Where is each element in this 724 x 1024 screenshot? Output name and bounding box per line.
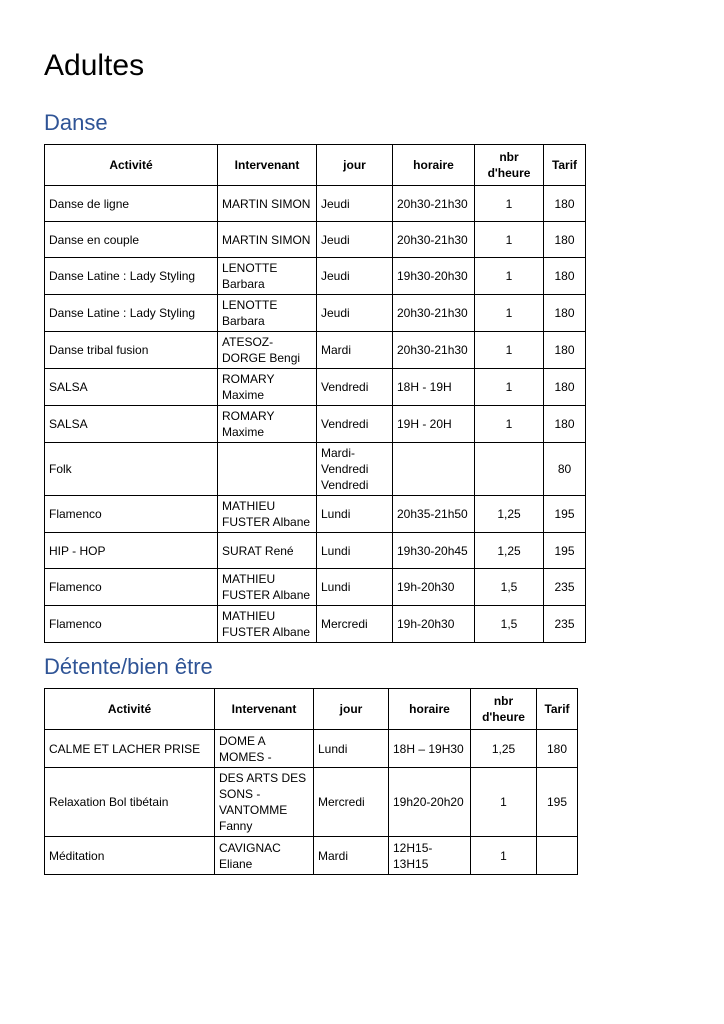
cell-horaire — [393, 443, 475, 496]
table-row — [45, 258, 586, 295]
column-header-activite: Activité — [45, 145, 218, 186]
cell-tarif: 180 — [544, 222, 586, 258]
cell-tarif: 80 — [544, 443, 586, 496]
cell-jour: Lundi — [317, 533, 393, 569]
cell-tarif: 180 — [544, 258, 586, 295]
column-header-jour: jour — [317, 145, 393, 186]
cell-nbr-heure: 1,25 — [471, 730, 537, 768]
cell-jour: Vendredi — [317, 369, 393, 406]
table-row — [45, 496, 586, 533]
cell-nbr-heure: 1 — [475, 332, 544, 369]
cell-intervenant: MARTIN SIMON — [218, 186, 317, 222]
column-header-intervenant: Intervenant — [218, 145, 317, 186]
cell-intervenant — [218, 443, 317, 496]
cell-horaire: 19h30-20h45 — [393, 533, 475, 569]
cell-tarif: 195 — [544, 533, 586, 569]
cell-nbr-heure: 1 — [475, 369, 544, 406]
cell-nbr-heure: 1,25 — [475, 533, 544, 569]
cell-activite: Danse Latine : Lady Styling — [45, 258, 218, 295]
section-title-danse: Danse — [44, 110, 108, 135]
cell-intervenant: CAVIGNAC Eliane — [215, 837, 314, 875]
cell-nbr-heure: 1 — [475, 222, 544, 258]
table-row — [45, 533, 586, 569]
cell-jour: Mardi — [317, 332, 393, 369]
cell-activite: Danse en couple — [45, 222, 218, 258]
cell-tarif: 180 — [544, 369, 586, 406]
table-row — [45, 222, 586, 258]
cell-horaire: 18H – 19H30 — [389, 730, 471, 768]
cell-horaire: 18H - 19H — [393, 369, 475, 406]
cell-activite: Méditation — [45, 837, 215, 875]
cell-intervenant: SURAT René — [218, 533, 317, 569]
cell-jour: Mercredi — [314, 768, 389, 837]
cell-jour: Jeudi — [317, 258, 393, 295]
cell-intervenant: ROMARY Maxime — [218, 369, 317, 406]
cell-nbr-heure — [475, 443, 544, 496]
cell-jour: Lundi — [317, 569, 393, 606]
cell-horaire: 19h-20h30 — [393, 569, 475, 606]
table-row — [45, 369, 586, 406]
table-row — [45, 606, 586, 643]
cell-horaire: 19h20-20h20 — [389, 768, 471, 837]
table-row — [45, 569, 586, 606]
table-row — [45, 406, 586, 443]
cell-jour: Vendredi — [317, 406, 393, 443]
cell-intervenant: LENOTTE Barbara — [218, 295, 317, 332]
column-header-intervenant: Intervenant — [215, 689, 314, 730]
column-header-activite: Activité — [45, 689, 215, 730]
cell-activite: Danse de ligne — [45, 186, 218, 222]
table-row — [45, 443, 586, 496]
cell-jour: Lundi — [317, 496, 393, 533]
cell-jour: Jeudi — [317, 186, 393, 222]
cell-horaire: 20h30-21h30 — [393, 186, 475, 222]
cell-jour: Jeudi — [317, 295, 393, 332]
cell-intervenant: MATHIEU FUSTER Albane — [218, 606, 317, 643]
cell-activite: Flamenco — [45, 606, 218, 643]
cell-activite: Flamenco — [45, 569, 218, 606]
cell-horaire: 19h30-20h30 — [393, 258, 475, 295]
cell-horaire: 12H15-13H15 — [389, 837, 471, 875]
danse-table — [44, 144, 586, 643]
cell-horaire: 20h35-21h50 — [393, 496, 475, 533]
cell-activite: SALSA — [45, 369, 218, 406]
cell-nbr-heure: 1,5 — [475, 606, 544, 643]
cell-activite: Flamenco — [45, 496, 218, 533]
cell-jour: Mardi — [314, 837, 389, 875]
table-row — [45, 332, 586, 369]
cell-nbr-heure: 1,25 — [475, 496, 544, 533]
cell-activite: SALSA — [45, 406, 218, 443]
table-header-row — [45, 689, 578, 730]
cell-intervenant: ATESOZ-DORGE Bengi — [218, 332, 317, 369]
table-row — [45, 186, 586, 222]
cell-tarif: 180 — [544, 332, 586, 369]
cell-tarif: 195 — [544, 496, 586, 533]
cell-jour: Jeudi — [317, 222, 393, 258]
cell-activite: Folk — [45, 443, 218, 496]
table-row — [45, 837, 578, 875]
cell-intervenant: MATHIEU FUSTER Albane — [218, 496, 317, 533]
cell-tarif: 180 — [544, 186, 586, 222]
column-header-horaire: horaire — [389, 689, 471, 730]
cell-nbr-heure: 1,5 — [475, 569, 544, 606]
cell-activite: HIP - HOP — [45, 533, 218, 569]
cell-tarif: 235 — [544, 606, 586, 643]
cell-activite: Danse tribal fusion — [45, 332, 218, 369]
cell-intervenant: DOME A MOMES - — [215, 730, 314, 768]
cell-nbr-heure: 1 — [475, 295, 544, 332]
cell-intervenant: MARTIN SIMON — [218, 222, 317, 258]
cell-nbr-heure: 1 — [471, 837, 537, 875]
table-header-row — [45, 145, 586, 186]
table-row — [45, 295, 586, 332]
cell-nbr-heure: 1 — [475, 406, 544, 443]
cell-tarif — [537, 837, 578, 875]
cell-horaire: 19H - 20H — [393, 406, 475, 443]
table-row — [45, 768, 578, 837]
cell-tarif: 180 — [544, 295, 586, 332]
cell-tarif: 235 — [544, 569, 586, 606]
column-header-jour: jour — [314, 689, 389, 730]
cell-horaire: 19h-20h30 — [393, 606, 475, 643]
cell-nbr-heure: 1 — [475, 258, 544, 295]
cell-intervenant: ROMARY Maxime — [218, 406, 317, 443]
cell-tarif: 180 — [544, 406, 586, 443]
cell-intervenant: DES ARTS DES SONS - VANTOMME Fanny — [215, 768, 314, 837]
column-header-tarif: Tarif — [537, 689, 578, 730]
cell-horaire: 20h30-21h30 — [393, 295, 475, 332]
detente-table — [44, 688, 578, 875]
column-header-nbr-heure: nbr d'heure — [475, 145, 544, 186]
column-header-tarif: Tarif — [544, 145, 586, 186]
cell-activite: Danse Latine : Lady Styling — [45, 295, 218, 332]
cell-tarif: 180 — [537, 730, 578, 768]
cell-nbr-heure: 1 — [475, 186, 544, 222]
cell-activite: CALME ET LACHER PRISE — [45, 730, 215, 768]
column-header-horaire: horaire — [393, 145, 475, 186]
cell-jour: Lundi — [314, 730, 389, 768]
cell-nbr-heure: 1 — [471, 768, 537, 837]
page-title: Adultes — [44, 49, 145, 82]
cell-horaire: 20h30-21h30 — [393, 332, 475, 369]
cell-intervenant: LENOTTE Barbara — [218, 258, 317, 295]
cell-activite: Relaxation Bol tibétain — [45, 768, 215, 837]
column-header-nbr-heure: nbr d'heure — [471, 689, 537, 730]
cell-horaire: 20h30-21h30 — [393, 222, 475, 258]
cell-jour: Mardi- Vendredi Vendredi — [317, 443, 393, 496]
section-title-detente: Détente/bien être — [44, 654, 213, 679]
cell-tarif: 195 — [537, 768, 578, 837]
table-row — [45, 730, 578, 768]
cell-intervenant: MATHIEU FUSTER Albane — [218, 569, 317, 606]
cell-jour: Mercredi — [317, 606, 393, 643]
